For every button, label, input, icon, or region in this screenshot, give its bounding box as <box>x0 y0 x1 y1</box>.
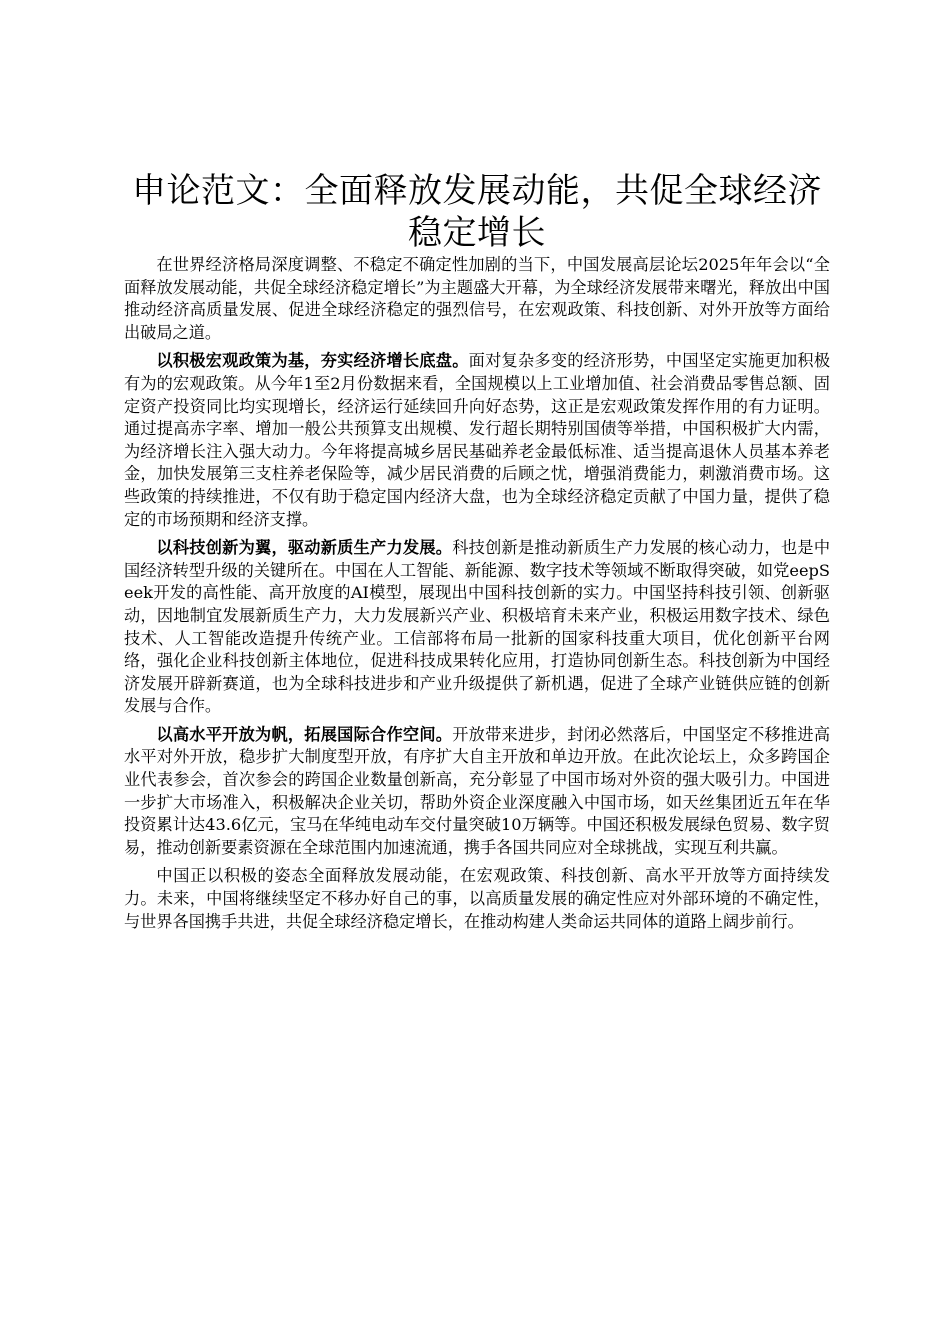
paragraph-intro <box>124 254 830 344</box>
paragraph-text: 开放带来进步，封闭必然落后，中国坚定不移推进高水平对外开放，稳步扩大制度型开放，有序扩大自主开放和单边开放。在此次论坛上，众多跨国企业代表参会，首次参会的跨国企业数量创新高，充分彰显了中国市场对外资的强大吸引力。中国进一步扩大市场准入，积极解决企业关切，帮助外资企业深度融入中国市场，如天丝集团近五年在华投资累计达43.6亿元，宝马在华纯电动车交付量突破10万辆等。中国还积极发展绿色贸易、数字贸易，推动创新要素资源在全球范围内加速流通，携手各国共同应对全球挑战，实现互利共赢。 <box>124 724 831 857</box>
paragraph-conclusion <box>124 865 830 933</box>
paragraph-heading: 以科技创新为翼，驱动新质生产力发展。 <box>156 538 453 558</box>
paragraph-tech-innovation <box>124 537 830 718</box>
paragraph-heading: 以高水平开放为帆，拓展国际合作空间。 <box>156 724 453 744</box>
document-page <box>124 170 830 933</box>
paragraph-macro-policy <box>124 350 830 531</box>
paragraph-opening-up <box>124 724 830 860</box>
paragraph-text: 科技创新是推动新质生产力发展的核心动力，也是中国经济转型升级的关键所在。中国在人工智能、新能源、数字技术等领域不断取得突破，如党eepSeek开发的高性能、高开放度的AI模型，展现出中国科技创新的实力。中国坚持科技引领、创新驱动，因地制宜发展新质生产力，大力发展新兴产业、积极培育未来产业，积极运用数字技术、绿色技术、人工智能改造提升传统产业。工信部将布局一批新的国家科技重大项目，优化创新平台网络，强化企业科技创新主体地位，促进科技成果转化应用，打造协同创新生态。科技创新为中国经济发展开辟新赛道，也为全球科技进步和产业升级提供了新机遇，促进了全球产业链供应链的创新发展与合作。 <box>124 538 831 716</box>
paragraph-text: 面对复杂多变的经济形势，中国坚定实施更加积极有为的宏观政策。从今年1至2月份数据来看，全国规模以上工业增加值、社会消费品零售总额、固定资产投资同比均实现增长，经济运行延续回升向好态势，这正是宏观政策发挥作用的有力证明。通过提高赤字率、增加一般公共预算支出规模、发行超长期特别国债等举措，中国积极扩大内需，为经济增长注入强大动力。今年将提高城乡居民基础养老金最低标准、适当提高退休人员基本养老金，加快发展第三支柱养老保险等，减少居民消费的后顾之忧，增强消费能力，刺激消费市场。这些政策的持续推进，不仅有助于稳定国内经济大盘，也为全球经济稳定贡献了中国力量，提供了稳定的市场预期和经济支撑。 <box>124 351 831 529</box>
paragraph-text: 在世界经济格局深度调整、不稳定不确定性加剧的当下，中国发展高层论坛2025年年会以“全面释放发展动能，共促全球经济稳定增长”为主题盛大开幕，为全球经济发展带来曙光，释放出中国推动经济高质量发展、促进全球经济稳定的强烈信号，在宏观政策、科技创新、对外开放等方面给出破局之道。 <box>124 255 830 342</box>
paragraph-text: 中国正以积极的姿态全面释放发展动能，在宏观政策、科技创新、高水平开放等方面持续发力。未来，中国将继续坚定不移办好自己的事，以高质量发展的确定性应对外部环境的不确定性，与世界各国携手共进，共促全球经济稳定增长，在推动构建人类命运共同体的道路上阔步前行。 <box>124 866 830 931</box>
paragraph-heading: 以积极宏观政策为基，夯实经济增长底盘。 <box>156 351 469 371</box>
document-title: 申论范文：全面释放发展动能，共促全球经济稳定增长 <box>132 171 822 253</box>
